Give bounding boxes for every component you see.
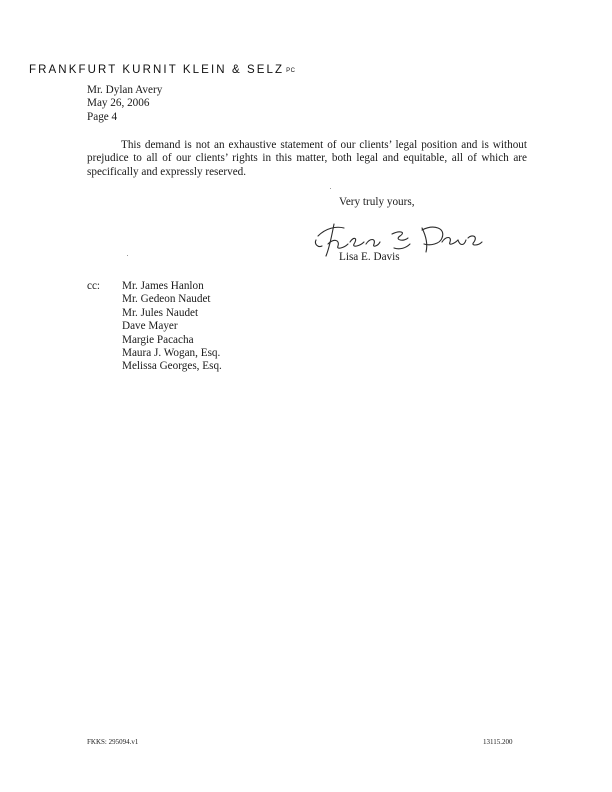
footer-matter-number: 13115.200 (483, 738, 513, 746)
recipient-name: Mr. Dylan Avery (87, 84, 163, 96)
handwritten-signature (310, 214, 490, 262)
cc-list (122, 280, 222, 374)
cc-recipient: Margie Pacacha (122, 333, 194, 346)
page-number: Page 4 (87, 110, 118, 123)
scan-speck (330, 188, 331, 189)
cc-recipient: Mr. James Hanlon (122, 280, 204, 292)
letterhead (29, 64, 296, 76)
signer-name: Lisa E. Davis (339, 251, 400, 263)
letter-date: May 26, 2006 (87, 97, 150, 110)
cc-recipient: Dave Mayer (122, 320, 178, 333)
recipient-block (87, 84, 162, 124)
cc-recipient: Melissa Georges, Esq. (122, 360, 222, 373)
cc-label: cc: (87, 280, 101, 292)
cc-recipient: Mr. Jules Naudet (122, 306, 199, 319)
scan-speck (127, 255, 128, 256)
body-paragraph: This demand is not an exhaustive statement of our clients’ legal position and is without prejudice to all of our clients’ rights in this matter, both legal and equitable, all of which are specifically and expressly reserved. (87, 139, 527, 178)
firm-suffix: PC (286, 68, 296, 74)
closing-salutation: Very truly yours, (339, 196, 415, 208)
cc-recipient: Mr. Gedeon Naudet (122, 293, 211, 306)
firm-name: FRANKFURT KURNIT KLEIN & SELZ (29, 64, 285, 76)
footer-doc-id: FKKS: 295094.v1 (87, 738, 139, 746)
cc-recipient: Maura J. Wogan, Esq. (122, 347, 221, 360)
